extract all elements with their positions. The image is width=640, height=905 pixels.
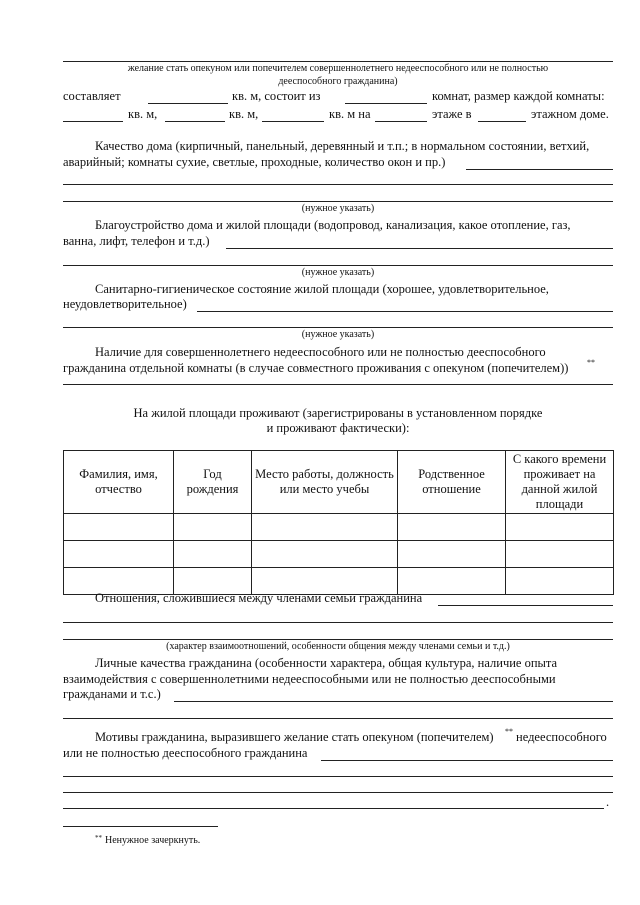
room-text-1: Наличие для совершеннолетнего недееспособного или не полностью дееспособного xyxy=(95,345,546,359)
residents-text-2: и проживают фактически): xyxy=(266,421,410,435)
end-dot: . xyxy=(606,795,610,809)
floor-label: этаже в xyxy=(432,107,472,121)
footnote-star: ** xyxy=(95,834,102,842)
motives-text-1: Мотивы гражданина, выразившего желание стать опекуном (попечителем) xyxy=(95,730,494,744)
quality-field-3[interactable] xyxy=(63,201,613,202)
floors-total-label: этажном доме. xyxy=(531,107,609,121)
table-cell[interactable] xyxy=(506,541,614,568)
quality-text-2: аварийный; комнаты сухие, светлые, проходные, количество окон и пр.) xyxy=(63,155,446,169)
area-label: составляет xyxy=(63,89,121,103)
table-header-row xyxy=(64,451,614,514)
personal-text-3: гражданами и т.с.) xyxy=(63,687,161,701)
table-row xyxy=(64,541,614,568)
col-header-name: Фамилия, имя, отчество xyxy=(64,451,174,514)
footnote-rule xyxy=(63,826,218,827)
table-cell[interactable] xyxy=(252,514,398,541)
unit-sqm-floor: кв. м на xyxy=(329,107,371,121)
col-header-relation: Родственное отношение xyxy=(398,451,506,514)
table-cell[interactable] xyxy=(398,541,506,568)
table-cell[interactable] xyxy=(64,514,174,541)
sanitary-hint: (нужное указать) xyxy=(301,329,375,340)
relations-field-1[interactable] xyxy=(438,605,613,606)
unit-sqm-2: кв. м, xyxy=(229,107,259,121)
personal-field-2[interactable] xyxy=(63,718,613,719)
amenity-hint: (нужное указать) xyxy=(301,267,375,278)
amenity-text-2: ванна, лифт, телефон и т.д.) xyxy=(63,234,210,248)
table-cell[interactable] xyxy=(64,541,174,568)
quality-field-1[interactable] xyxy=(466,169,613,170)
room-field[interactable] xyxy=(63,384,613,385)
motives-field-3[interactable] xyxy=(63,792,613,793)
personal-text-2: взаимодействия с совершеннолетними недееспособными или не полностью дееспособными xyxy=(63,672,556,686)
area-rooms-label: кв. м, состоит из xyxy=(232,89,321,103)
table-cell[interactable] xyxy=(506,568,614,595)
motives-field-4[interactable] xyxy=(63,808,604,809)
motives-text-2: или не полностью дееспособного гражданина xyxy=(63,746,308,760)
table-cell[interactable] xyxy=(506,514,614,541)
floor-field[interactable] xyxy=(375,121,427,122)
motives-footnote-mark: ** xyxy=(505,727,513,736)
motives-text-1b: недееспособного xyxy=(516,730,607,744)
sanitary-text-1: Санитарно-гигиеническое состояние жилой площади (хорошее, удовлетворительное, xyxy=(95,282,549,296)
desire-hint-1: желание стать опекуном или попечителем совершеннолетнего недееспособного или не полностью xyxy=(127,63,549,74)
footnote-mark: ** xyxy=(587,358,595,367)
personal-field-1[interactable] xyxy=(174,701,613,702)
floors-total-field[interactable] xyxy=(478,121,526,122)
room1-size-field[interactable] xyxy=(63,121,123,122)
col-header-workplace: Место работы, должность или место учебы xyxy=(252,451,398,514)
col-header-birth-year: Год рождения xyxy=(174,451,252,514)
room2-size-field[interactable] xyxy=(165,121,225,122)
motives-field-1[interactable] xyxy=(321,760,613,761)
amenity-field-1[interactable] xyxy=(226,248,613,249)
rooms-size-label: комнат, размер каждой комнаты: xyxy=(432,89,605,103)
quality-field-2[interactable] xyxy=(63,184,613,185)
motives-field-2[interactable] xyxy=(63,776,613,777)
desire-hint-2: дееспособного гражданина) xyxy=(278,76,398,87)
top-rule xyxy=(63,61,613,62)
col-header-since: С какого времени проживает на данной жилой площади xyxy=(506,451,614,514)
residents-table xyxy=(63,450,614,595)
sanitary-field-2[interactable] xyxy=(63,327,613,328)
table-row xyxy=(64,514,614,541)
footnote-text: Ненужное зачеркнуть. xyxy=(105,835,201,846)
amenity-text-1: Благоустройство дома и жилой площади (водопровод, канализация, какое отопление, газ, xyxy=(95,218,571,232)
relations-text: Отношения, сложившиеся между членами семьи гражданина xyxy=(95,591,423,605)
rooms-count-field[interactable] xyxy=(345,103,427,104)
table-cell[interactable] xyxy=(252,541,398,568)
area-field[interactable] xyxy=(148,103,228,104)
relations-field-3[interactable] xyxy=(63,639,613,640)
table-cell[interactable] xyxy=(174,514,252,541)
quality-hint: (нужное указать) xyxy=(301,203,375,214)
residents-text-1: На жилой площади проживают (зарегистрированы в установленном порядке xyxy=(133,406,543,420)
sanitary-field-1[interactable] xyxy=(197,311,613,312)
relations-field-2[interactable] xyxy=(63,622,613,623)
amenity-field-2[interactable] xyxy=(63,265,613,266)
sanitary-text-2: неудовлетворительное) xyxy=(63,297,187,311)
relations-hint: (характер взаимоотношений, особенности общения между членами семьи и т.д.) xyxy=(166,641,510,652)
table-cell[interactable] xyxy=(174,541,252,568)
quality-text-1: Качество дома (кирпичный, панельный, деревянный и т.п.; в нормальном состоянии, ветхий, xyxy=(95,139,590,153)
personal-text-1: Личные качества гражданина (особенности характера, общая культура, наличие опыта xyxy=(95,656,558,670)
table-cell[interactable] xyxy=(398,514,506,541)
room-text-2: гражданина отдельной комнаты (в случае совместного проживания с опекуном (попечителем)) xyxy=(63,361,569,375)
room3-size-field[interactable] xyxy=(262,121,324,122)
unit-sqm-1: кв. м, xyxy=(128,107,158,121)
